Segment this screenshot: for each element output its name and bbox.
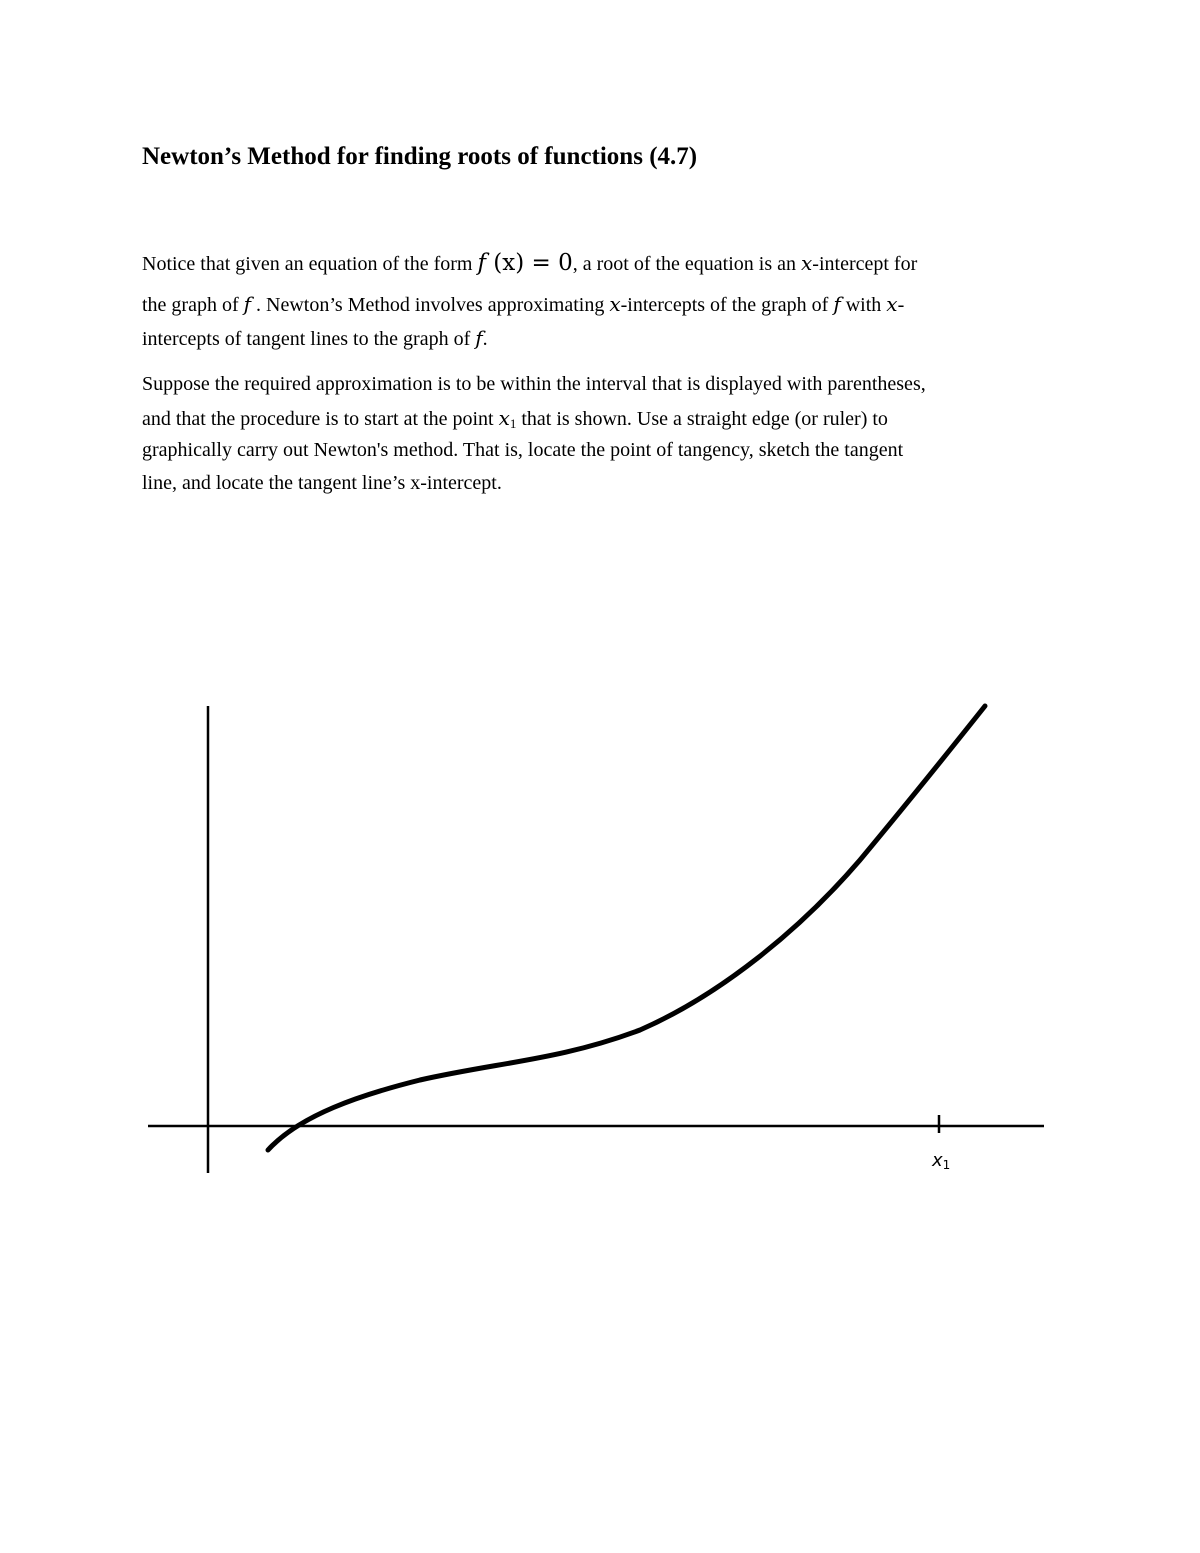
x-variable: x xyxy=(801,251,813,275)
instructions-line-2: and that the procedure is to start at the point $x_1$ that is shown. Use a straight edge (or ruler) to xyxy=(142,406,888,431)
instructions-line-1: Suppose the required approximation is to be within the interval that is displayed with parentheses, xyxy=(142,373,926,395)
instructions-line-3: graphically carry out Newton's method. That is, locate the point of tangency, sketch the tangent xyxy=(142,439,904,461)
equation-f: f xyxy=(477,250,486,276)
x1-subscript: 1 xyxy=(509,416,517,431)
f-variable: f xyxy=(243,292,252,316)
x-variable: x xyxy=(886,292,898,316)
equation-rest: (x) = 0 xyxy=(485,250,573,276)
intro-line-2: the graph of f . Newton’s Method involves approximating x-intercepts of the graph of f with x- xyxy=(142,292,905,316)
f-variable: f xyxy=(475,326,483,350)
function-curve xyxy=(268,706,985,1150)
f-variable: f xyxy=(833,292,841,316)
x-variable: x xyxy=(609,292,621,316)
intro-line-1: Notice that given an equation of the form f (x) = 0, a root of the equation is an x-intercept for xyxy=(142,250,918,276)
x1-tick-label-base: x xyxy=(932,1150,943,1171)
intro-line-3: intercepts of tangent lines to the graph of f. xyxy=(142,326,488,350)
x1-tick-label-subscript: 1 xyxy=(942,1158,951,1172)
x1-tick-label xyxy=(931,1150,950,1172)
page-title: Newton’s Method for finding roots of functions (4.7) xyxy=(142,143,698,170)
x1-symbol: x xyxy=(498,406,510,430)
instructions-line-4: line, and locate the tangent line’s x-intercept. xyxy=(142,472,502,494)
